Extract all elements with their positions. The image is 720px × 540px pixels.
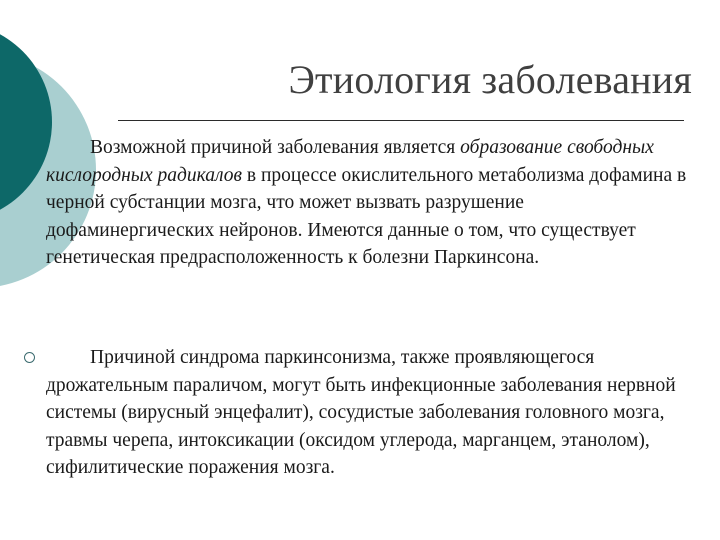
title-divider (118, 120, 684, 121)
paragraph1-emphasis: образование свободных кислородных радикалов (46, 137, 654, 186)
slide-title: Этиология заболевания (288, 57, 692, 102)
paragraph1-lead: Возможной причиной заболевания является (90, 137, 461, 158)
paragraph-etiology (46, 134, 696, 272)
circle-bullet-icon (24, 352, 35, 363)
paragraph2-text: Причиной синдрома паркинсонизма, также проявляющегося дрожательным параличом, могут быть инфекционные заболевания нервной системы (вирусный энцефалит), сосудистые заболевания головного мозга, травмы черепа, интоксикации (оксидом углерода, марганцем, этанолом), сифилитические поражения мозга. (46, 347, 676, 478)
paragraph-parkinsonism (46, 344, 696, 482)
paragraph1-rest: в процессе окислительного метаболизма дофамина в черной субстанции мозга, что может вызвать разрушение дофаминергических нейронов. Имеются данные о том, что существует генетическая предрасположенность к болезни Паркинсона. (46, 164, 687, 268)
